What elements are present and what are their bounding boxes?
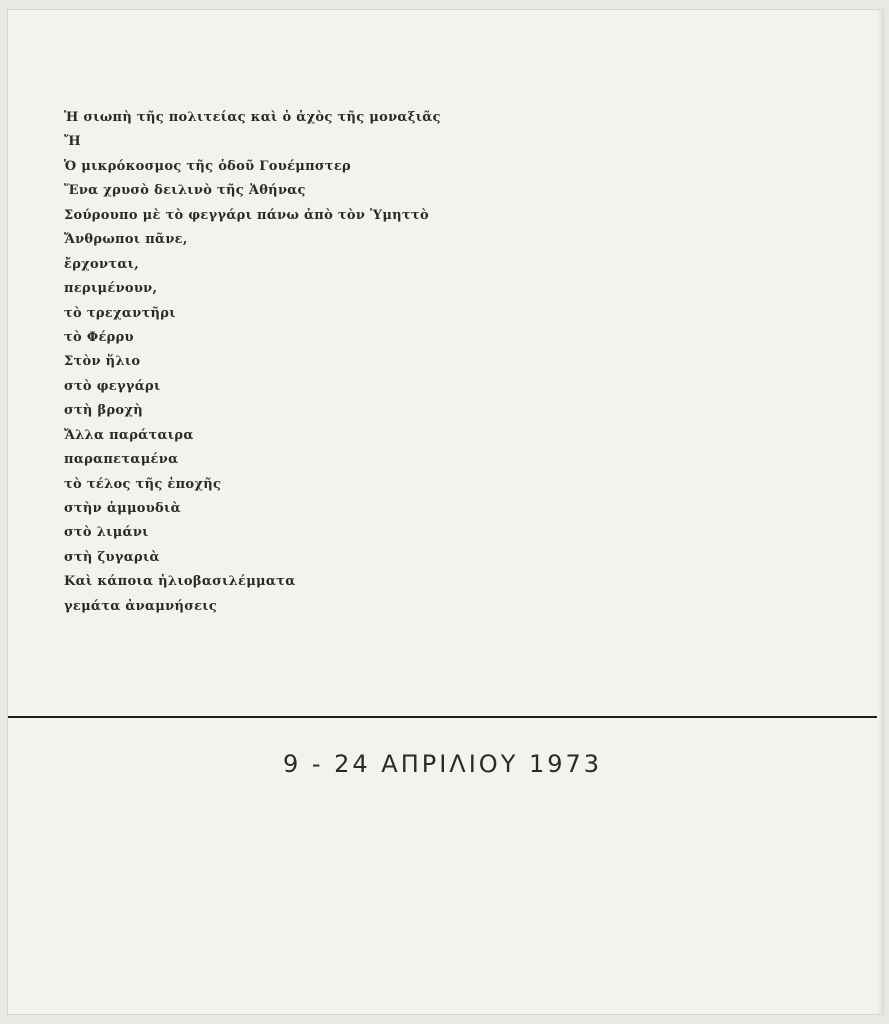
poem-line: τὸ τέλος τῆς ἐποχῆς: [64, 476, 222, 492]
poem-line: γεμάτα ἀναμνήσεις: [64, 598, 218, 614]
poem-line: Σούρουπο μὲ τὸ φεγγάρι πάνω ἀπὸ τὸν Ὑμηττὸ: [64, 207, 429, 223]
poem-line: Καὶ κάποια ἡλιοβασιλέμματα: [64, 574, 296, 590]
poem-line: παραπεταμένα: [64, 452, 179, 468]
poem-line: Ἄνθρωποι πᾶνε,: [64, 232, 188, 248]
poem-line: στὴν ἀμμουδιὰ: [64, 501, 181, 516]
poem: [64, 106, 441, 619]
poem-line: τὸ τρεχαντῆρι: [64, 305, 176, 321]
exhibition-dates: [8, 750, 883, 778]
exhibition-dates-text: 9 - 24 ΑΠΡΙΛΙΟΥ 1973: [282, 750, 603, 778]
poem-line: Ἄλλα παράταιρα: [64, 427, 194, 443]
poem-line: Ἕνα χρυσὸ δειλινὸ τῆς Ἀθήνας: [64, 183, 306, 199]
poem-line: στὸ φεγγάρι: [64, 378, 161, 394]
poem-line: στὴ βροχὴ: [64, 403, 143, 419]
page-sheet: [8, 10, 883, 1014]
horizontal-rule: [8, 716, 883, 718]
poem-line: Ἤ: [64, 134, 81, 150]
poem-line: Ὁ μικρόκοσμος τῆς ὁδοῦ Γουέμπστερ: [64, 158, 352, 174]
poem-line: στὸ λιμάνι: [64, 525, 149, 541]
poem-line: στὴ ζυγαριὰ: [64, 549, 160, 565]
poem-line: ἔρχονται,: [64, 256, 140, 272]
poem-line: περιμένουν,: [64, 281, 158, 297]
poem-line: Στὸν ἥλιο: [64, 354, 141, 370]
poem-line: Ἡ σιωπὴ τῆς πολιτείας καὶ ὁ ἀχὸς τῆς μοναξιᾶς: [64, 110, 441, 125]
poem-line: τὸ Φέρρυ: [64, 329, 134, 345]
